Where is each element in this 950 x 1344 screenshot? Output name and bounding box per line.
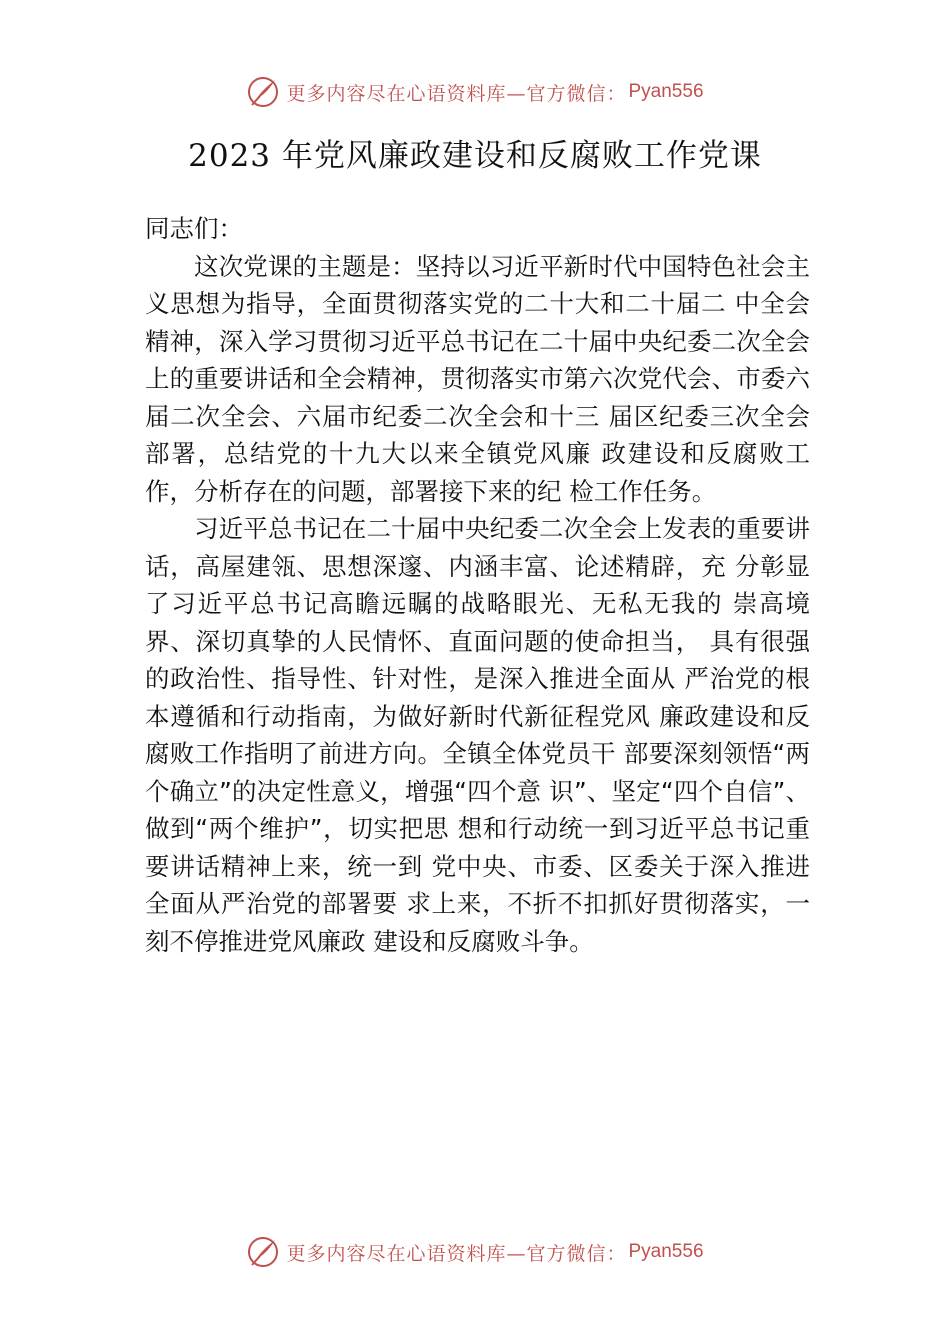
paragraph: 习近平总书记在二十届中央纪委二次全会上发表的重要讲话，高屋建瓴、思想深邃、内涵丰富、论述精辟，充 分彰显了习近平总书记高瞻远瞩的战略眼光、无私无我的 崇高境界、深切真挚的人民情怀、直面问题的使命担当， 具有很强的政治性、指导性、针对性，是深入推进全面从 严治党的根本遵循和行动指南，为做好新时代新征程党风 廉政建设和反腐败工作指明了前进方向。全镇全体党员干 部要深刻领悟“两个确立”的决定性意义，增强“四个意 识”、坚定“四个自信”、做到“两个维护”，切实把思 想和行动统一到习近平总书记重要讲话精神上来，统一到 党中央、市委、区委关于深入推进全面从严治党的部署要 求上来，不折不扣抓好贯彻落实，一刻不停推进党风廉政 建设和反腐败斗争。 [145,514,810,956]
watermark-wechat-id: Pyan556 [628,81,704,102]
document-title: 2023 年党风廉政建设和反腐败工作党课 [188,138,762,174]
watermark-text: 更多内容尽在心语资料库—官方微信： [286,82,627,105]
document-body [145,210,810,960]
footer-watermark [0,1232,950,1272]
header-watermark [0,72,950,112]
watermark-text: 更多内容尽在心语资料库—官方微信： [286,1242,627,1265]
feather-logo-icon [246,1235,280,1269]
feather-logo-icon [246,75,280,109]
paragraph: 这次党课的主题是：坚持以习近平新时代中国特色社会主义思想为指导，全面贯彻落实党的二十大和二十届二 中全会精神，深入学习贯彻习近平总书记在二十届中央纪委二次全会上的重要讲话和全会精神，贯彻落实市第六次党代会、市委六届二次全会、六届市纪委二次全会和十三 届区纪委三次全会部署，总结党的十九大以来全镇党风廉 政建设和反腐败工作，分析存在的问题，部署接下来的纪 检工作任务。 [145,251,810,506]
salutation: 同志们： [145,214,243,243]
watermark-wechat-id: Pyan556 [628,1241,704,1262]
